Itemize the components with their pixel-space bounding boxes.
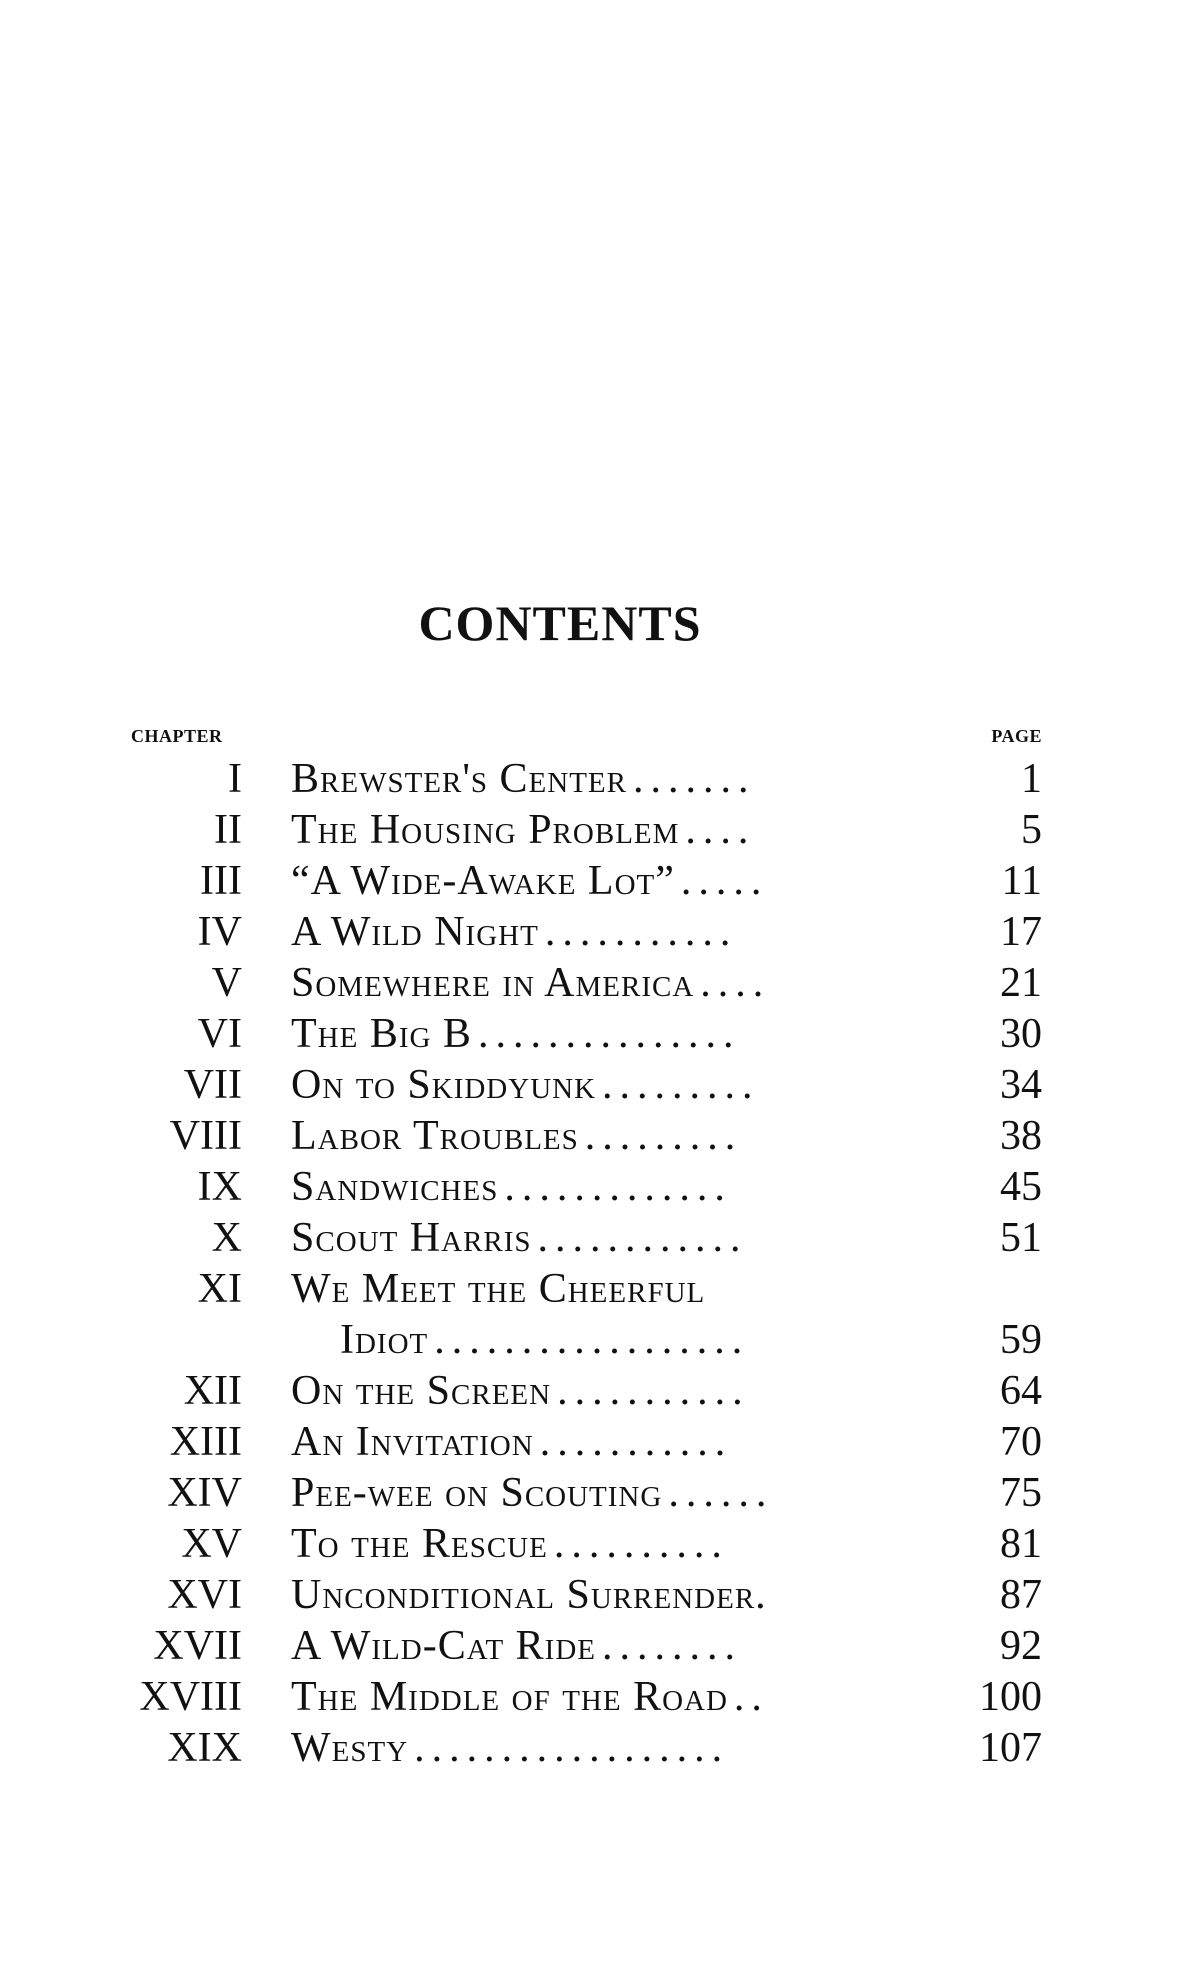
chapter-number: XVIII <box>139 1674 242 1720</box>
page-number: 75 <box>1000 1470 1042 1516</box>
chapter-number: X <box>211 1215 242 1261</box>
page-number: 38 <box>1000 1113 1042 1159</box>
chapter-title-line <box>291 856 906 906</box>
chapter-title: A Wild-Cat Ride <box>291 1623 596 1669</box>
chapter-number: V <box>211 960 242 1006</box>
chapter-title: Sandwiches <box>291 1164 499 1210</box>
page-column-header: PAGE <box>991 726 1042 746</box>
page-number: 87 <box>1000 1572 1042 1618</box>
chapter-number: XIX <box>167 1725 242 1771</box>
chapter-title-line <box>291 1366 906 1416</box>
page-number: 70 <box>1000 1419 1042 1465</box>
chapter-number: XV <box>181 1521 242 1567</box>
page-number: 45 <box>1000 1164 1042 1210</box>
chapter-title: The Middle of the Road <box>291 1674 728 1720</box>
chapter-number: VI <box>197 1011 242 1057</box>
chapter-title: Scout Harris <box>291 1215 532 1261</box>
toc-entry <box>0 754 1200 804</box>
page-number: 1 <box>1021 756 1042 802</box>
dot-leader: ............ <box>537 1215 748 1261</box>
chapter-title: Brewster's Center <box>291 756 627 802</box>
chapter-title-line <box>291 1264 906 1314</box>
chapter-title-line <box>291 1621 906 1671</box>
toc-entry <box>0 1468 1200 1518</box>
chapter-title: A Wild Night <box>291 909 539 955</box>
chapter-number: XIV <box>167 1470 242 1516</box>
toc-entry-continuation <box>0 1315 1200 1365</box>
chapter-title-line <box>291 958 906 1008</box>
toc-entry <box>0 1060 1200 1110</box>
page-number: 64 <box>1000 1368 1042 1414</box>
toc-entry <box>0 907 1200 957</box>
dot-leader: ......... <box>602 1062 760 1108</box>
chapter-title-line <box>291 1468 906 1518</box>
toc-entry <box>0 1570 1200 1620</box>
dot-leader: .. <box>733 1674 769 1720</box>
chapter-title: The Housing Problem <box>291 807 680 853</box>
dot-leader: ........ <box>601 1623 742 1669</box>
chapter-number: XIII <box>169 1419 242 1465</box>
toc-entry <box>0 1672 1200 1722</box>
page-number: 30 <box>1000 1011 1042 1057</box>
chapter-title: The Big B <box>291 1011 472 1057</box>
chapter-title: Labor Troubles <box>291 1113 579 1159</box>
chapter-number: III <box>200 858 242 904</box>
chapter-title-line <box>291 1213 906 1263</box>
dot-leader: .... <box>700 960 771 1006</box>
page-number: 100 <box>979 1674 1042 1720</box>
chapter-number: XII <box>183 1368 242 1414</box>
dot-leader: .................. <box>434 1317 750 1363</box>
toc-entry <box>0 856 1200 906</box>
toc-entry <box>0 1162 1200 1212</box>
chapter-title-line <box>291 1162 906 1212</box>
chapter-title-line <box>291 805 906 855</box>
dot-leader: ........... <box>539 1419 733 1465</box>
chapter-number: II <box>214 807 242 853</box>
toc-entry <box>0 1519 1200 1569</box>
chapter-number: I <box>228 756 242 802</box>
dot-leader: .......... <box>553 1521 729 1567</box>
page-number: 51 <box>1000 1215 1042 1261</box>
chapter-title-line <box>291 1111 906 1161</box>
chapter-title-line <box>291 1672 906 1722</box>
page-number: 5 <box>1021 807 1042 853</box>
chapter-title: On to Skiddyunk <box>291 1062 597 1108</box>
chapter-title: We Meet the Cheerful <box>291 1266 706 1312</box>
chapter-title-continuation: Idiot <box>340 1317 429 1363</box>
toc-entry <box>0 1213 1200 1263</box>
dot-leader: ........... <box>557 1368 750 1414</box>
dot-leader: ...... <box>668 1470 774 1516</box>
page-number: 21 <box>1000 960 1042 1006</box>
chapter-title-line <box>291 1519 906 1569</box>
chapter-title-line <box>340 1315 906 1365</box>
toc-entry <box>0 1723 1200 1773</box>
chapter-title: An Invitation <box>291 1419 534 1465</box>
page-number: 34 <box>1000 1062 1042 1108</box>
toc-entry <box>0 1111 1200 1161</box>
chapter-title: To the Rescue <box>291 1521 548 1567</box>
chapter-title-line <box>291 1417 906 1467</box>
chapter-title-line <box>291 1723 906 1773</box>
toc-entry <box>0 1417 1200 1467</box>
chapter-title: Westy <box>291 1725 409 1771</box>
page-number: 17 <box>1000 909 1042 955</box>
dot-leader: ......... <box>584 1113 743 1159</box>
page-number: 59 <box>1000 1317 1042 1363</box>
chapter-title: Unconditional Surrender. <box>291 1572 767 1618</box>
chapter-number: XVII <box>153 1623 242 1669</box>
page-title: CONTENTS <box>418 595 702 651</box>
toc-entry <box>0 958 1200 1008</box>
chapter-column-header: CHAPTER <box>131 726 223 746</box>
toc-entry <box>0 1264 1200 1314</box>
toc-entry <box>0 805 1200 855</box>
page-number: 81 <box>1000 1521 1042 1567</box>
dot-leader: ............. <box>504 1164 732 1210</box>
dot-leader: ....... <box>632 756 756 802</box>
chapter-title: “A Wide-Awake Lot” <box>291 858 675 904</box>
toc-entry <box>0 1621 1200 1671</box>
chapter-title-line <box>291 907 906 957</box>
chapter-number: IV <box>197 909 242 955</box>
dot-leader: ............... <box>477 1011 741 1057</box>
chapter-title: Somewhere in America <box>291 960 695 1006</box>
chapter-number: VII <box>183 1062 242 1108</box>
chapter-number: VIII <box>169 1113 242 1159</box>
page-number: 92 <box>1000 1623 1042 1669</box>
toc-entry <box>0 1009 1200 1059</box>
dot-leader: ........... <box>544 909 738 955</box>
chapter-title-line <box>291 1009 906 1059</box>
chapter-title-line <box>291 1060 906 1110</box>
dot-leader: .... <box>685 807 756 853</box>
toc-entry <box>0 1366 1200 1416</box>
chapter-title-line <box>291 754 906 804</box>
chapter-number: XI <box>197 1266 242 1312</box>
page-number: 11 <box>1001 858 1042 904</box>
chapter-title: Pee-wee on Scouting <box>291 1470 663 1516</box>
chapter-number: IX <box>197 1164 242 1210</box>
chapter-title-line <box>291 1570 906 1620</box>
chapter-number: XVI <box>167 1572 242 1618</box>
page-number: 107 <box>979 1725 1042 1771</box>
dot-leader: ..... <box>680 858 769 904</box>
dot-leader: .................. <box>414 1725 730 1771</box>
chapter-title: On the Screen <box>291 1368 552 1414</box>
